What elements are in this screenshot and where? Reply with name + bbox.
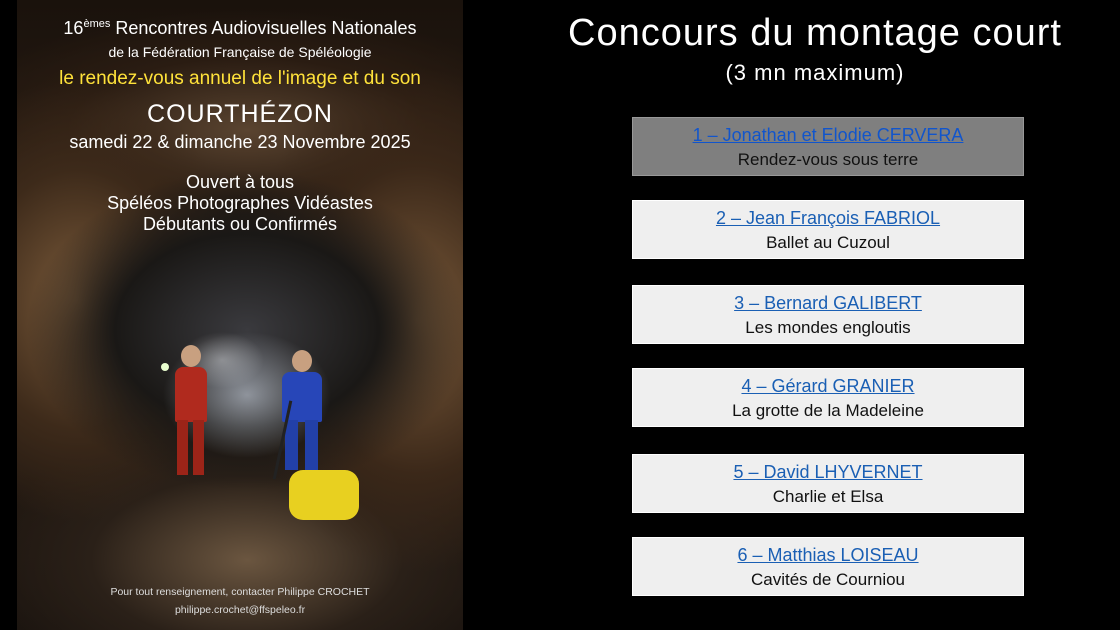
poster-email: philippe.crochet@ffspeleo.fr <box>174 604 306 616</box>
page-title: Concours du montage court <box>568 12 1062 54</box>
entry-work-title: La grotte de la Madeleine <box>732 401 924 420</box>
equipment-bag <box>289 470 359 520</box>
entry-work-title: Charlie et Elsa <box>772 487 884 506</box>
entry-5[interactable] <box>632 454 1024 513</box>
caver-figure-red <box>167 345 215 480</box>
entry-name-link[interactable]: 3 – Bernard GALIBERT <box>734 293 922 313</box>
event-poster: 16èmes Rencontres Audiovisuelles Nationales de la Fédération Française de Spéléologie le rendez-vous annuel de l'image et du son COURTHÉZON samedi 22 & dimanche 23 Novembre 2025 Ouvert à tous Spéléos Photographes Vidéastes Débutants ou Confirmés Pour tout renseignement, contacter Philippe CROCHET philippe.crochet@ffspeleo.fr <box>17 0 463 630</box>
entry-name-link[interactable]: 1 – Jonathan et Elodie CERVERA <box>692 125 964 145</box>
entry-name-link[interactable]: 2 – Jean François FABRIOL <box>715 208 941 228</box>
poster-open-line1: Ouvert à tous <box>185 172 295 192</box>
entry-work-title: Les mondes engloutis <box>745 318 911 337</box>
entry-name-link[interactable]: 6 – Matthias LOISEAU <box>737 545 919 565</box>
entry-1[interactable] <box>632 117 1024 176</box>
entry-name-link[interactable]: 4 – Gérard GRANIER <box>741 376 915 396</box>
entry-3[interactable] <box>632 285 1024 344</box>
entry-work-title: Cavités de Courniou <box>750 570 906 589</box>
poster-contact: Pour tout renseignement, contacter Philippe CROCHET <box>110 586 370 598</box>
poster-dates: samedi 22 & dimanche 23 Novembre 2025 <box>69 132 411 152</box>
entry-work-title: Ballet au Cuzoul <box>766 233 890 252</box>
poster-city: COURTHÉZON <box>147 100 333 128</box>
entry-4[interactable] <box>632 368 1024 427</box>
entry-6[interactable] <box>632 537 1024 596</box>
entry-2[interactable] <box>632 200 1024 259</box>
poster-federation: de la Fédération Française de Spéléologie <box>108 44 372 60</box>
entry-name-link[interactable]: 5 – David LHYVERNET <box>733 462 923 482</box>
entry-work-title: Rendez-vous sous terre <box>737 150 919 169</box>
poster-open-line2: Spéléos Photographes Vidéastes <box>107 193 373 213</box>
page-subtitle: (3 mn maximum) <box>725 60 905 85</box>
poster-open-line3: Débutants ou Confirmés <box>142 214 338 234</box>
poster-title: Rencontres Audiovisuelles Nationales <box>115 18 417 38</box>
poster-tagline: le rendez-vous annuel de l'image et du son <box>59 68 421 89</box>
